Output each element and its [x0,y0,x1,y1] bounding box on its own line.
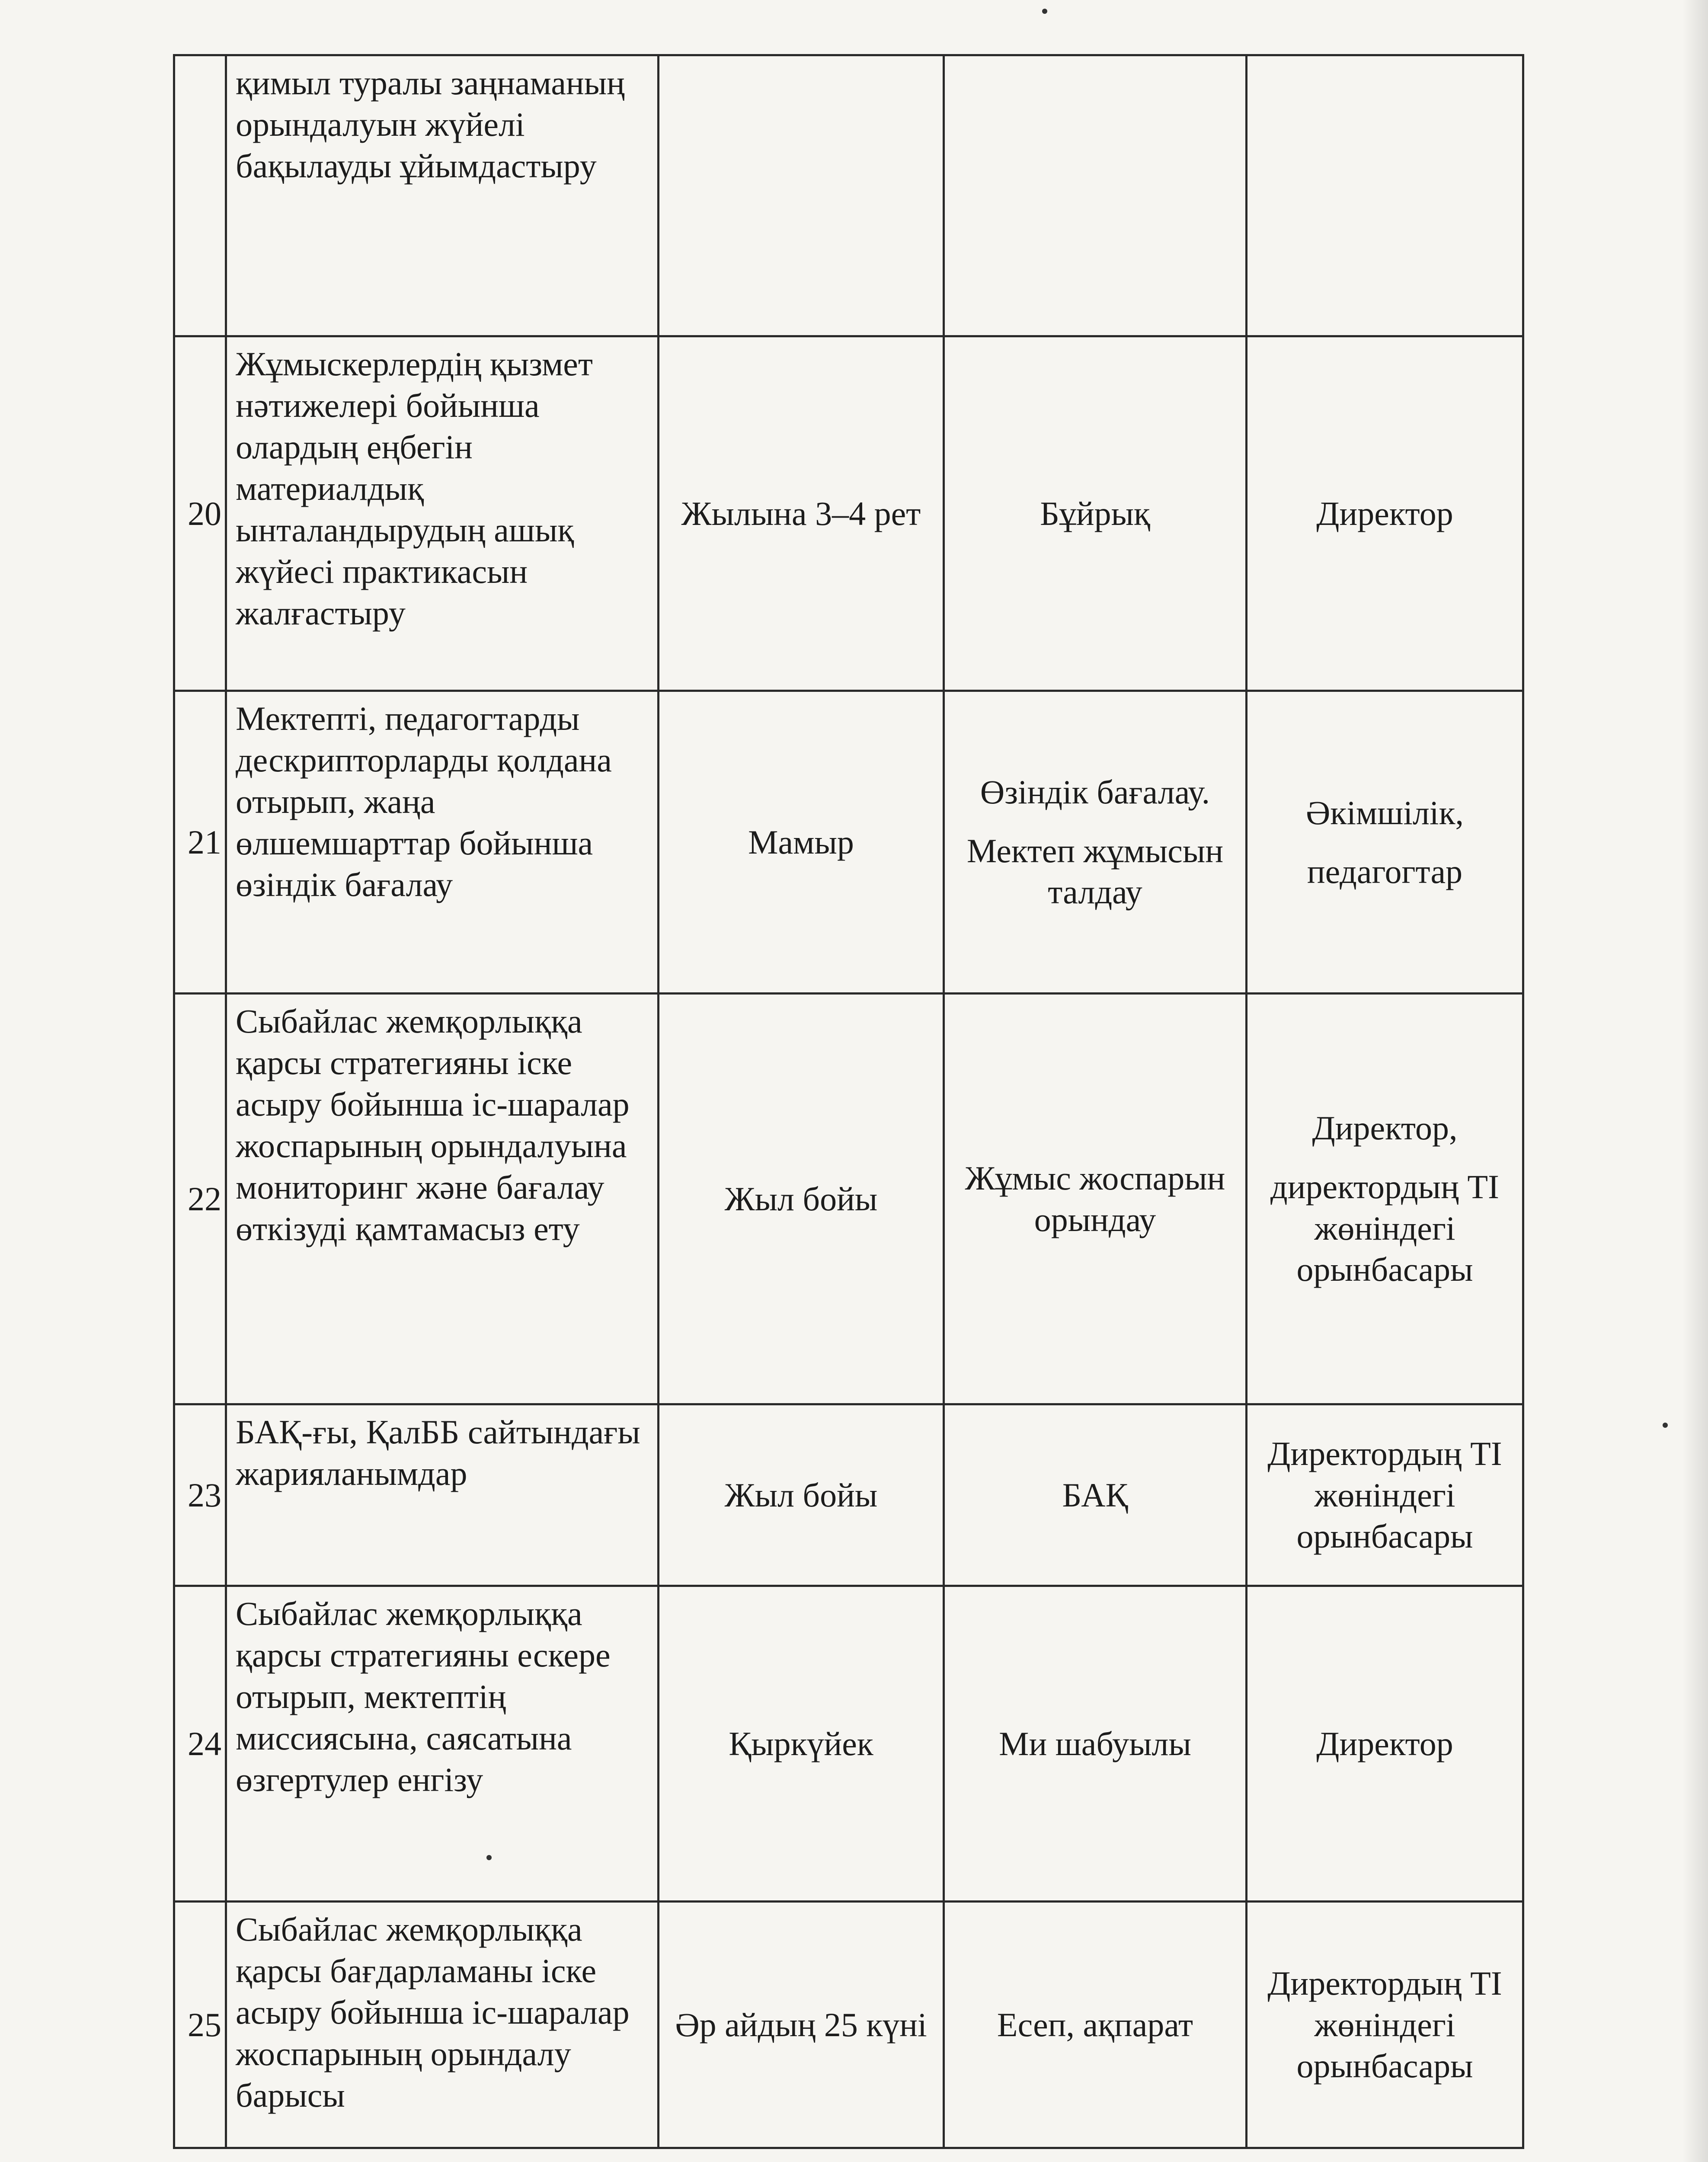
row-term: Жыл бойы [659,1404,944,1586]
row-form [944,691,1247,994]
row-form [944,994,1247,1404]
row-responsible [1247,994,1523,1404]
row-term [659,55,944,336]
row-term: Жыл бойы [659,994,944,1404]
row-form [944,1404,1247,1586]
scan-speck [486,1855,492,1860]
row-number: 22 [174,994,226,1404]
responsible-line: директордың ТІ жөніндегі орынбасары [1270,1167,1499,1289]
scan-speck [1663,1423,1668,1428]
scan-edge-shadow [1682,0,1708,2162]
row-responsible [1247,691,1523,994]
responsible-line: Директор [1316,494,1453,532]
row-responsible [1247,1902,1523,2148]
table-row [174,1586,1523,1902]
row-number: 24 [174,1586,226,1902]
responsible-line: Директордың ТІ жөніндегі орынбасары [1267,1434,1502,1555]
row-task: Сыбайлас жемқорлыққа қарсы бағдарламаны іске асыру бойынша іс-шаралар жоспарының орындалу барысы [226,1902,659,2148]
row-task: Жұмыскерлердің қызмет нәтижелері бойынша олардың еңбегін материалдық ынталандырудың ашық жүйесі практикасын жалғастыру [226,336,659,691]
table-row [174,55,1523,336]
responsible-line: Әкімшілік, [1306,793,1464,832]
form-line: Ми шабуылы [999,1724,1191,1762]
row-form [944,55,1247,336]
form-line: БАҚ [1062,1476,1128,1514]
row-term: Әр айдың 25 күні [659,1902,944,2148]
table-row [174,1404,1523,1586]
form-line: Есеп, ақпарат [997,2005,1193,2044]
table-row [174,336,1523,691]
row-task: Сыбайлас жемқорлыққа қарсы стратегияны іске асыру бойынша іс-шаралар жоспарының орындалуына мониторинг және бағалау өткізуді қамтамасыз ету [226,994,659,1404]
table-body [174,55,1523,2148]
action-plan-table [173,54,1524,2149]
scan-speck [1042,9,1047,14]
row-number: 20 [174,336,226,691]
row-responsible [1247,336,1523,691]
form-line: Өзіндік бағалау. [980,773,1210,811]
responsible-line: Директордың ТІ жөніндегі орынбасары [1267,1964,1502,2085]
row-responsible [1247,1404,1523,1586]
row-term: Жылына 3–4 рет [659,336,944,691]
form-line: Жұмыс жоспарын орындау [965,1159,1225,1238]
row-number: 25 [174,1902,226,2148]
table-row [174,1902,1523,2148]
row-form [944,1586,1247,1902]
row-task: Сыбайлас жемқорлыққа қарсы стратегияны ескере отырып, мектептің миссиясына, саясатына өзгертулер енгізу [226,1586,659,1902]
row-task: қимыл туралы заңнаманың орындалуын жүйелі бақылауды ұйымдастыру [226,55,659,336]
row-task: Мектепті, педагогтарды дескрипторларды қолдана отырып, жаңа өлшемшарттар бойынша өзіндік бағалау [226,691,659,994]
row-task: БАҚ-ғы, ҚалББ сайтындағы жарияланымдар [226,1404,659,1586]
table-row [174,994,1523,1404]
table-row [174,691,1523,994]
row-term: Қыркүйек [659,1586,944,1902]
responsible-line: Директор, [1312,1109,1458,1147]
row-number [174,55,226,336]
responsible-line: Директор [1316,1724,1453,1762]
row-form [944,336,1247,691]
row-responsible [1247,1586,1523,1902]
form-line: Мектеп жұмысын талдау [966,832,1224,911]
row-number: 21 [174,691,226,994]
row-form [944,1902,1247,2148]
row-term: Мамыр [659,691,944,994]
row-number: 23 [174,1404,226,1586]
form-line: Бұйрық [1040,494,1150,532]
responsible-line: педагогтар [1307,852,1463,890]
row-responsible [1247,55,1523,336]
